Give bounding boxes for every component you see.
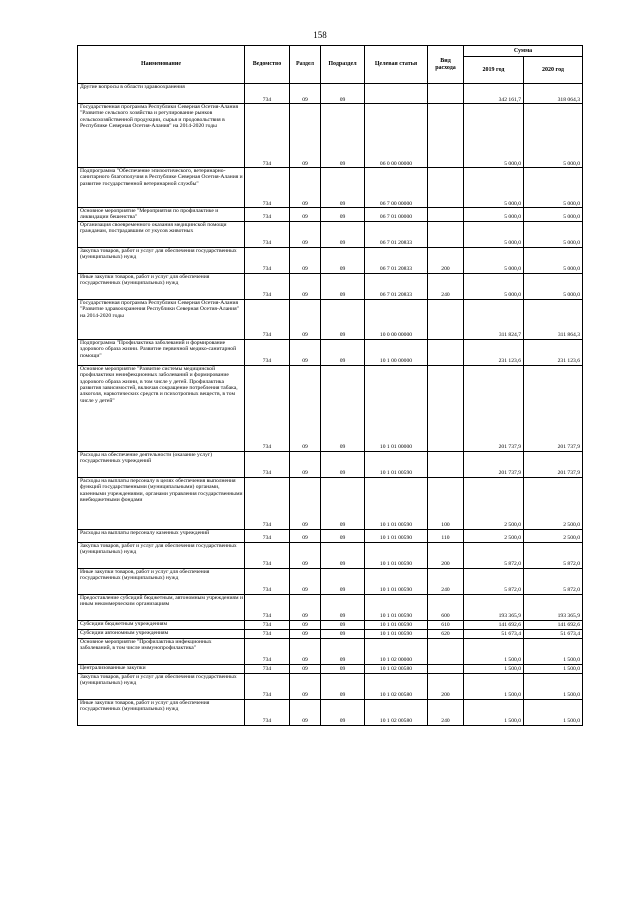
row-subsection: 09 [321, 568, 365, 594]
row-sum-2019: 5 000,0 [464, 221, 524, 247]
row-sum-2020: 1 500,0 [524, 673, 583, 699]
row-ministry: 734 [245, 247, 290, 273]
table-row [78, 699, 583, 725]
row-name: Иные закупки товаров, работ и услуг для обеспечения государственных (муниципальных) нужд [78, 699, 245, 725]
table-row [78, 620, 583, 629]
row-sum-2019: 5 872,0 [464, 568, 524, 594]
row-subsection: 09 [321, 699, 365, 725]
row-target-article: 10 1 02 00580 [365, 673, 428, 699]
row-target-article [365, 84, 428, 104]
row-section: 09 [290, 339, 321, 365]
row-name: Субсидии бюджетным учреждениям [78, 620, 245, 629]
row-section: 09 [290, 542, 321, 568]
row-expense-type [428, 104, 464, 168]
row-ministry: 734 [245, 299, 290, 339]
row-sum-2019: 2 500,0 [464, 529, 524, 542]
row-section: 09 [290, 699, 321, 725]
row-name: Основное мероприятие "Мероприятия по профилактике и ликвидации бешенства" [78, 208, 245, 222]
row-expense-type: 110 [428, 529, 464, 542]
table-row [78, 221, 583, 247]
row-name: Другие вопросы в области здравоохранения [78, 84, 245, 104]
row-name: Основное мероприятие "Профилактика инфекционных заболеваний, в том числе иммунопрофилактика" [78, 638, 245, 664]
row-name: Основное мероприятие "Развитие системы медицинской профилактики неинфекционных заболеваний и формирование здорового образа жизни, в том числе у детей. Профилактика развития зависимостей, включая сокращение потребления табака, алкоголя, наркотических средств и психотропных веществ, в том числе у детей" [78, 365, 245, 451]
row-expense-type [428, 664, 464, 673]
row-name: Государственная программа Республики Северная Осетия-Алания "Развитие здравоохранения Республики Северная Осетия-Алания" на 2014-2020 годы [78, 299, 245, 339]
row-expense-type: 240 [428, 699, 464, 725]
row-sum-2020: 51 673,4 [524, 629, 583, 638]
row-name: Закупка товаров, работ и услуг для обеспечения государственных (муниципальных) нужд [78, 542, 245, 568]
table-body [78, 84, 583, 726]
row-sum-2019: 1 500,0 [464, 673, 524, 699]
row-subsection: 09 [321, 451, 365, 477]
table-row [78, 299, 583, 339]
row-target-article: 10 1 01 00590 [365, 568, 428, 594]
row-section: 09 [290, 638, 321, 664]
row-section: 09 [290, 168, 321, 208]
row-section: 09 [290, 208, 321, 222]
header-target-article: Целевая статья [365, 46, 428, 84]
row-name: Иные закупки товаров, работ и услуг для обеспечения государственных (муниципальных) нужд [78, 273, 245, 299]
row-sum-2020: 5 872,0 [524, 568, 583, 594]
row-target-article: 06 7 00 00000 [365, 168, 428, 208]
row-target-article: 10 1 01 00590 [365, 529, 428, 542]
row-subsection: 09 [321, 529, 365, 542]
row-expense-type: 100 [428, 477, 464, 529]
row-sum-2020: 1 500,0 [524, 699, 583, 725]
row-expense-type: 200 [428, 247, 464, 273]
row-sum-2020: 201 737,9 [524, 365, 583, 451]
row-sum-2019: 2 500,0 [464, 477, 524, 529]
row-ministry: 734 [245, 477, 290, 529]
row-sum-2019: 5 872,0 [464, 542, 524, 568]
row-sum-2020: 5 000,0 [524, 104, 583, 168]
row-name: Подпрограмма "Обеспечение эпизоотического, ветеринарно-санитарного благополучия в Республике Северная Осетия-Алания и развитие государственной ветеринарной службы" [78, 168, 245, 208]
row-subsection: 09 [321, 673, 365, 699]
header-sum: Сумма [464, 46, 583, 57]
row-expense-type: 200 [428, 673, 464, 699]
row-sum-2019: 5 000,0 [464, 273, 524, 299]
row-sum-2020: 1 500,0 [524, 638, 583, 664]
row-target-article: 10 1 01 00590 [365, 594, 428, 620]
header-name: Наименование [78, 46, 245, 84]
row-section: 09 [290, 664, 321, 673]
header-row-top [78, 46, 583, 57]
row-subsection: 09 [321, 273, 365, 299]
row-name: Подпрограмма "Профилактика заболеваний и формирование здорового образа жизни. Развитие первичной медико-санитарной помощи" [78, 339, 245, 365]
row-expense-type: 610 [428, 620, 464, 629]
row-sum-2020: 318 064,3 [524, 84, 583, 104]
row-expense-type: 600 [428, 594, 464, 620]
row-target-article: 10 1 01 00590 [365, 620, 428, 629]
row-sum-2019: 201 737,9 [464, 365, 524, 451]
header-subsection: Подраздел [321, 46, 365, 84]
header-year-2020: 2020 год [524, 57, 583, 84]
row-sum-2019: 1 500,0 [464, 638, 524, 664]
row-name: Расходы на обеспечение деятельности (оказание услуг) государственных учреждений [78, 451, 245, 477]
row-target-article: 10 1 01 00590 [365, 451, 428, 477]
row-expense-type [428, 638, 464, 664]
table-row [78, 542, 583, 568]
table-row [78, 104, 583, 168]
row-name: Организация своевременного оказания медицинской помощи гражданам, пострадавшим от укусов животных [78, 221, 245, 247]
row-expense-type: 620 [428, 629, 464, 638]
row-section: 09 [290, 620, 321, 629]
table-row [78, 365, 583, 451]
row-subsection: 09 [321, 221, 365, 247]
table-row [78, 568, 583, 594]
row-subsection: 09 [321, 638, 365, 664]
row-expense-type [428, 451, 464, 477]
row-section: 09 [290, 104, 321, 168]
row-name: Расходы на выплаты персоналу казенных учреждений [78, 529, 245, 542]
header-ministry: Ведомство [245, 46, 290, 84]
row-ministry: 734 [245, 664, 290, 673]
row-expense-type [428, 339, 464, 365]
row-target-article: 10 1 01 00590 [365, 629, 428, 638]
row-expense-type [428, 299, 464, 339]
row-section: 09 [290, 299, 321, 339]
row-subsection: 09 [321, 247, 365, 273]
row-sum-2020: 5 000,0 [524, 273, 583, 299]
row-expense-type [428, 365, 464, 451]
row-name: Закупка товаров, работ и услуг для обеспечения государственных (муниципальных) нужд [78, 673, 245, 699]
row-sum-2020: 2 500,0 [524, 529, 583, 542]
row-section: 09 [290, 477, 321, 529]
row-sum-2020: 5 000,0 [524, 208, 583, 222]
row-sum-2019: 311 824,7 [464, 299, 524, 339]
table-row [78, 451, 583, 477]
table-row [78, 594, 583, 620]
row-subsection: 09 [321, 594, 365, 620]
row-name: Государственная программа Республики Северная Осетия-Алания "Развитие сельского хозяйства и регулирование рынков сельскохозяйственной продукции, сырья и продовольствия в Республике Северная Осетия-Алания" на 2014-2020 годы [78, 104, 245, 168]
row-subsection: 09 [321, 477, 365, 529]
row-subsection: 09 [321, 104, 365, 168]
header-year-2019: 2019 год [464, 57, 524, 84]
row-subsection: 09 [321, 208, 365, 222]
row-sum-2020: 5 000,0 [524, 247, 583, 273]
table-row [78, 208, 583, 222]
row-ministry: 734 [245, 594, 290, 620]
row-ministry: 734 [245, 208, 290, 222]
row-sum-2019: 1 500,0 [464, 699, 524, 725]
row-target-article: 10 1 01 00590 [365, 477, 428, 529]
row-expense-type [428, 84, 464, 104]
row-target-article: 10 1 01 00000 [365, 365, 428, 451]
row-name: Централизованные закупки [78, 664, 245, 673]
row-expense-type: 200 [428, 542, 464, 568]
row-sum-2020: 5 000,0 [524, 168, 583, 208]
row-ministry: 734 [245, 365, 290, 451]
table-row [78, 477, 583, 529]
row-ministry: 734 [245, 699, 290, 725]
row-subsection: 09 [321, 299, 365, 339]
row-sum-2019: 231 123,6 [464, 339, 524, 365]
table-row [78, 638, 583, 664]
row-ministry: 734 [245, 104, 290, 168]
row-subsection: 09 [321, 542, 365, 568]
row-ministry: 734 [245, 542, 290, 568]
row-sum-2019: 1 500,0 [464, 664, 524, 673]
table-row [78, 629, 583, 638]
row-name: Субсидии автономным учреждениям [78, 629, 245, 638]
row-ministry: 734 [245, 673, 290, 699]
row-sum-2020: 5 872,0 [524, 542, 583, 568]
row-section: 09 [290, 629, 321, 638]
header-expense-type: Вид расхода [428, 46, 464, 84]
row-section: 09 [290, 673, 321, 699]
row-section: 09 [290, 247, 321, 273]
row-target-article: 06 7 01 20833 [365, 273, 428, 299]
table-row [78, 247, 583, 273]
row-target-article: 06 7 01 00000 [365, 208, 428, 222]
row-ministry: 734 [245, 529, 290, 542]
row-sum-2020: 231 123,6 [524, 339, 583, 365]
header-section: Раздел [290, 46, 321, 84]
page-number: 158 [313, 30, 327, 40]
table-row [78, 168, 583, 208]
row-sum-2020: 5 000,0 [524, 221, 583, 247]
row-ministry: 734 [245, 168, 290, 208]
row-sum-2019: 5 000,0 [464, 247, 524, 273]
row-subsection: 09 [321, 339, 365, 365]
row-ministry: 734 [245, 568, 290, 594]
row-subsection: 09 [321, 664, 365, 673]
row-target-article: 10 1 00 00000 [365, 339, 428, 365]
row-target-article: 06 0 00 00000 [365, 104, 428, 168]
row-expense-type [428, 168, 464, 208]
row-expense-type [428, 221, 464, 247]
row-ministry: 734 [245, 221, 290, 247]
row-expense-type: 240 [428, 568, 464, 594]
row-sum-2020: 141 692,6 [524, 620, 583, 629]
table-row [78, 84, 583, 104]
row-section: 09 [290, 451, 321, 477]
row-section: 09 [290, 594, 321, 620]
row-sum-2020: 201 737,9 [524, 451, 583, 477]
row-name: Расходы на выплаты персоналу в целях обеспечения выполнения функций государственными (муниципальными) органами, казенными учреждениями, органами управления государственными внебюджетными фондами [78, 477, 245, 529]
row-expense-type [428, 208, 464, 222]
table-row [78, 664, 583, 673]
table-row [78, 673, 583, 699]
table-row [78, 529, 583, 542]
row-section: 09 [290, 529, 321, 542]
row-target-article: 06 7 01 20833 [365, 247, 428, 273]
row-sum-2019: 141 692,6 [464, 620, 524, 629]
row-target-article: 10 1 02 00000 [365, 638, 428, 664]
row-subsection: 09 [321, 629, 365, 638]
row-section: 09 [290, 568, 321, 594]
row-section: 09 [290, 84, 321, 104]
row-target-article: 10 1 02 00580 [365, 699, 428, 725]
row-section: 09 [290, 273, 321, 299]
row-name: Закупка товаров, работ и услуг для обеспечения государственных (муниципальных) нужд [78, 247, 245, 273]
row-target-article: 10 1 02 00580 [365, 664, 428, 673]
row-sum-2019: 342 161,7 [464, 84, 524, 104]
row-sum-2020: 1 500,0 [524, 664, 583, 673]
row-section: 09 [290, 365, 321, 451]
budget-table [77, 45, 583, 726]
row-name: Предоставление субсидий бюджетным, автономным учреждениям и иным некоммерческим организациям [78, 594, 245, 620]
row-ministry: 734 [245, 273, 290, 299]
row-sum-2019: 5 000,0 [464, 208, 524, 222]
row-ministry: 734 [245, 629, 290, 638]
row-sum-2020: 2 500,0 [524, 477, 583, 529]
row-name: Иные закупки товаров, работ и услуг для обеспечения государственных (муниципальных) нужд [78, 568, 245, 594]
row-subsection: 09 [321, 365, 365, 451]
row-sum-2019: 51 673,4 [464, 629, 524, 638]
row-subsection: 09 [321, 168, 365, 208]
row-sum-2019: 5 000,0 [464, 168, 524, 208]
row-expense-type: 240 [428, 273, 464, 299]
row-sum-2020: 311 864,3 [524, 299, 583, 339]
row-target-article: 10 0 00 00000 [365, 299, 428, 339]
row-ministry: 734 [245, 620, 290, 629]
row-ministry: 734 [245, 638, 290, 664]
row-sum-2019: 193 365,9 [464, 594, 524, 620]
row-sum-2019: 5 000,0 [464, 104, 524, 168]
row-section: 09 [290, 221, 321, 247]
row-ministry: 734 [245, 84, 290, 104]
row-subsection: 09 [321, 620, 365, 629]
row-sum-2020: 193 365,9 [524, 594, 583, 620]
row-subsection: 09 [321, 84, 365, 104]
row-target-article: 06 7 01 20833 [365, 221, 428, 247]
table-row [78, 339, 583, 365]
table-row [78, 273, 583, 299]
row-ministry: 734 [245, 451, 290, 477]
row-ministry: 734 [245, 339, 290, 365]
row-sum-2019: 201 737,9 [464, 451, 524, 477]
row-target-article: 10 1 01 00590 [365, 542, 428, 568]
